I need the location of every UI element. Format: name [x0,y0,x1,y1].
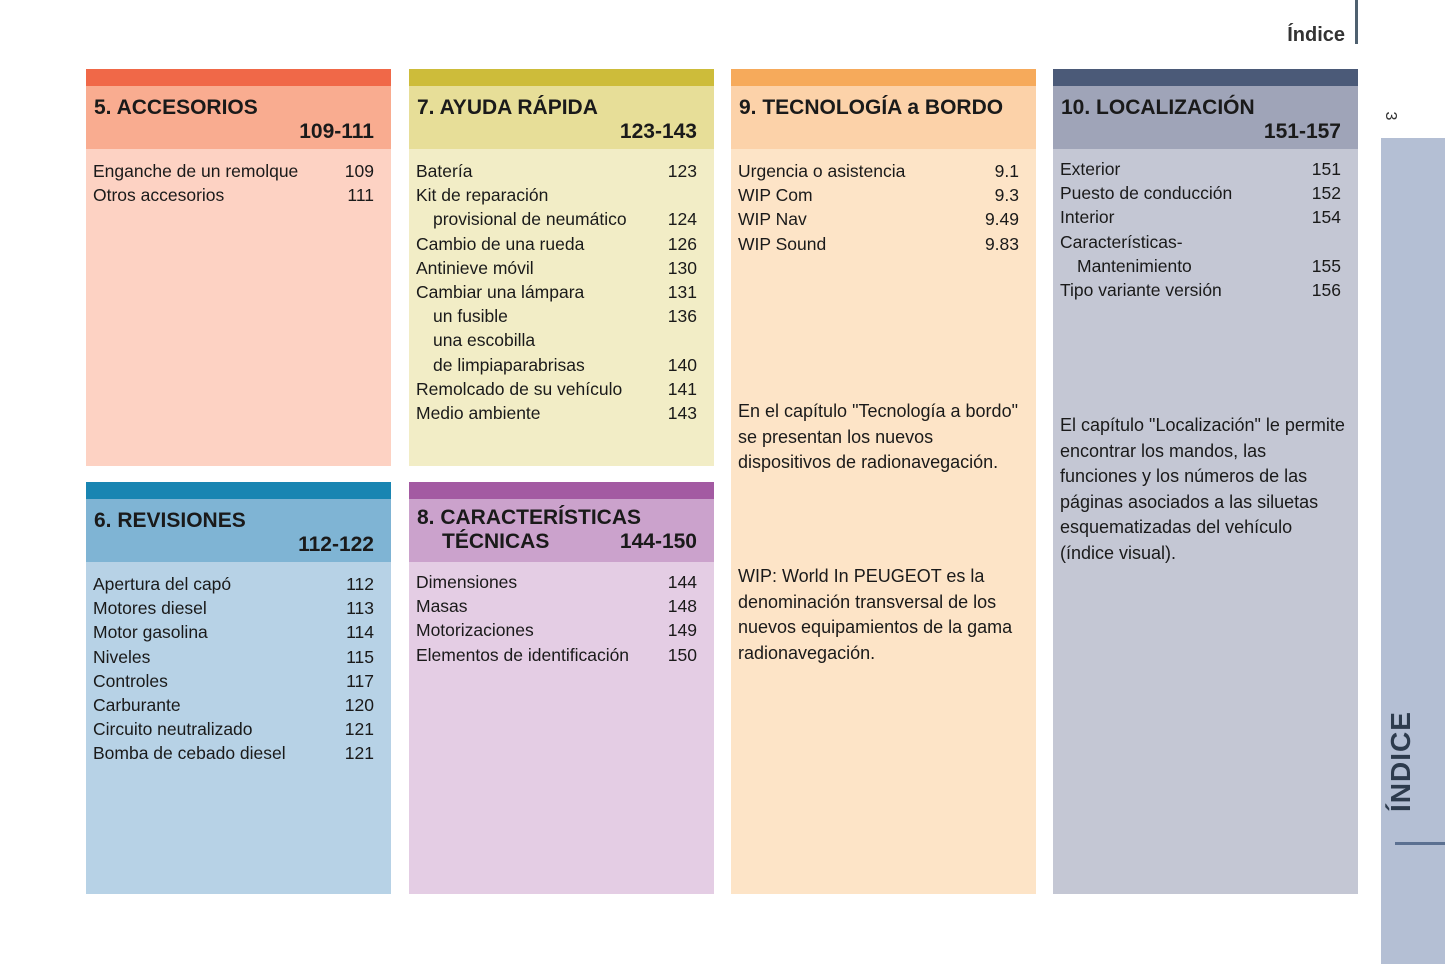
item-list [93,572,374,766]
index-entry-page: 120 [344,694,374,715]
index-entry[interactable] [1060,278,1341,302]
index-entry-page: 140 [667,354,697,375]
index-entry-page: 130 [667,257,697,278]
index-entry-page: 124 [667,209,697,230]
index-entry[interactable] [416,256,697,280]
index-entry[interactable] [416,280,697,304]
section-revisiones [86,482,391,894]
index-entry-page: 115 [346,646,374,667]
section-header [1053,86,1358,149]
index-entry-label: Kit de reparación [416,185,549,206]
index-entry[interactable] [93,572,374,596]
index-entry-label: Motorizaciones [416,620,534,641]
index-entry[interactable] [416,618,697,642]
index-entry[interactable] [1060,205,1341,229]
index-entry-label: Otros accesorios [93,185,225,206]
index-entry[interactable] [738,232,1019,256]
index-entry[interactable] [416,377,697,401]
index-entry-label: Exterior [1060,159,1121,179]
index-entry-label: Cambiar una lámpara [416,281,585,302]
index-entry[interactable] [738,159,1019,183]
index-entry-page: 9.83 [984,233,1019,254]
index-entry[interactable] [416,183,697,207]
index-entry[interactable] [93,693,374,717]
index-entry-page: 152 [1311,183,1341,204]
index-entry-page: 154 [1311,207,1341,228]
index-entry-label: Masas [416,596,468,617]
side-tab-label: ÍNDICE [1385,711,1416,812]
index-entry-page: 126 [667,233,697,254]
index-entry-label: Medio ambiente [416,402,541,423]
index-entry[interactable] [93,741,374,765]
index-entry-label: Antinieve móvil [416,257,534,278]
index-entry-page: 131 [667,281,697,302]
index-entry[interactable] [416,328,697,352]
header-divider [1355,0,1358,44]
index-entry-label: WIP Com [738,185,813,206]
index-entry-label: Urgencia o asistencia [738,161,906,181]
index-entry-label: WIP Sound [738,233,827,254]
item-list [416,570,697,667]
section-header [409,499,714,562]
index-entry[interactable] [93,183,374,207]
section-header [86,499,391,562]
index-entry[interactable] [416,401,697,425]
index-entry-label: Tipo variante versión [1060,279,1222,300]
index-entry[interactable] [416,232,697,256]
index-entry[interactable] [93,620,374,644]
index-entry-label: una escobilla [433,330,536,351]
index-entry[interactable] [1060,230,1341,254]
section-description: El capítulo "Localización" le permite encontrar los mandos, las funciones y los números de las páginas asociados a las siluetas esquematizadas del vehículo (índice visual). [1060,415,1345,563]
section-color-bar [409,69,714,86]
section-accesorios [86,69,391,466]
index-entry-label: Interior [1060,207,1115,228]
side-tab[interactable] [1381,138,1445,964]
index-entry-page: 112 [346,574,374,594]
index-entry-page: 141 [667,378,697,399]
page-number: 3 [1382,111,1399,121]
item-list [93,159,374,207]
index-entry-label: Mantenimiento [1077,255,1192,276]
section-ayuda-rapida [409,69,714,466]
index-entry-label: Bomba de cebado diesel [93,743,286,764]
index-entry-label: Carburante [93,694,181,715]
page-title: Índice [1287,24,1345,46]
item-list [1060,157,1341,302]
section-page-range: 144-150 [619,530,697,553]
index-entry-page: 121 [344,719,374,740]
index-entry-label: Puesto de conducción [1060,183,1233,204]
index-entry[interactable] [93,159,374,183]
index-entry-label: Circuito neutralizado [93,719,253,740]
section-title: 5. ACCESORIOS [94,96,258,119]
section-tecnologia [731,69,1036,894]
section-color-bar [86,482,391,499]
index-entry[interactable] [416,304,697,328]
index-entry-label: Apertura del capó [93,574,232,594]
index-entry[interactable] [93,645,374,669]
section-title-line2: TÉCNICAS [442,530,550,553]
index-entry-page: 113 [346,598,374,619]
section-body [731,149,1036,894]
section-page-range: 123-143 [619,120,697,143]
index-entry[interactable] [738,183,1019,207]
section-note: WIP: World In PEUGEOT es la denominación transversal de los nuevos equipamientos de la gama radionavegación. [738,566,1013,663]
index-entry-page: 123 [667,161,697,181]
section-title: 8. CARACTERÍSTICAS [417,506,642,529]
index-entry-page: 150 [667,644,697,665]
index-entry-page: 143 [667,402,697,423]
section-color-bar [1053,69,1358,86]
index-entry-page: 9.3 [994,185,1019,206]
section-caracteristicas [409,482,714,894]
section-title: 6. REVISIONES [94,509,246,532]
index-entry-label: Remolcado de su vehículo [416,378,623,399]
index-entry[interactable] [738,207,1019,231]
section-header [86,86,391,149]
index-entry-label: Controles [93,670,168,691]
index-entry-label: Cambio de una rueda [416,233,585,254]
section-localizacion [1053,69,1358,894]
section-header [409,86,714,149]
section-page-range: 112-122 [298,533,374,556]
index-entry[interactable] [1060,157,1341,181]
side-tab-underline [1395,842,1445,845]
index-entry[interactable] [416,159,697,183]
index-entry-page: 121 [344,743,374,764]
index-entry-label: de limpiaparabrisas [433,354,585,375]
section-description: En el capítulo "Tecnología a bordo" se presentan los nuevos dispositivos de radionavegación. [738,401,1018,472]
index-entry[interactable] [416,353,697,377]
item-list [738,159,1019,256]
index-entry-page: 117 [346,670,374,691]
index-entry-page: 149 [667,620,697,641]
section-color-bar [409,482,714,499]
index-entry-page: 9.1 [994,161,1019,181]
section-body [409,149,714,466]
index-entry-label: Características- [1060,231,1183,252]
section-page-range: 151-157 [1263,120,1341,143]
index-entry-page: 144 [667,572,697,592]
section-color-bar [731,69,1036,86]
index-entry[interactable] [1060,254,1341,278]
index-entry-label: Motor gasolina [93,622,208,643]
section-body [409,562,714,894]
section-body [86,562,391,894]
index-entry-page: 109 [344,161,374,181]
section-title: 9. TECNOLOGÍA a BORDO [739,96,1004,119]
index-entry-page: 151 [1311,159,1341,179]
index-entry-page: 136 [667,306,697,327]
index-entry[interactable] [93,717,374,741]
index-entry-label: WIP Nav [738,209,807,230]
section-body [86,149,391,466]
section-body [1053,149,1358,894]
index-entry-page: 114 [346,622,374,643]
index-entry-page: 156 [1311,279,1341,300]
index-entry-label: Niveles [93,646,151,667]
index-entry[interactable] [1060,181,1341,205]
section-title: 10. LOCALIZACIÓN [1061,96,1255,119]
index-entry-label: Motores diesel [93,598,207,619]
index-entry-label: un fusible [433,306,508,327]
item-list [416,159,697,425]
index-entry[interactable] [416,207,697,231]
section-page-range: 109-111 [299,120,374,143]
index-entry-label: Dimensiones [416,572,518,592]
index-entry-label: Elementos de identificación [416,644,630,665]
index-entry-page: 148 [667,596,697,617]
index-entry-label: Batería [416,161,473,181]
index-entry-page: 155 [1311,255,1341,276]
index-entry[interactable] [416,570,697,594]
index-entry[interactable] [416,643,697,667]
section-title: 7. AYUDA RÁPIDA [417,96,598,119]
index-entry[interactable] [416,594,697,618]
section-color-bar [86,69,391,86]
index-entry-page: 9.49 [984,209,1019,230]
section-header [731,86,1036,149]
index-entry[interactable] [93,596,374,620]
index-entry-label: provisional de neumático [433,209,627,230]
index-entry-label: Enganche de un remolque [93,161,299,181]
index-entry-page: 111 [347,185,374,206]
index-entry[interactable] [93,669,374,693]
